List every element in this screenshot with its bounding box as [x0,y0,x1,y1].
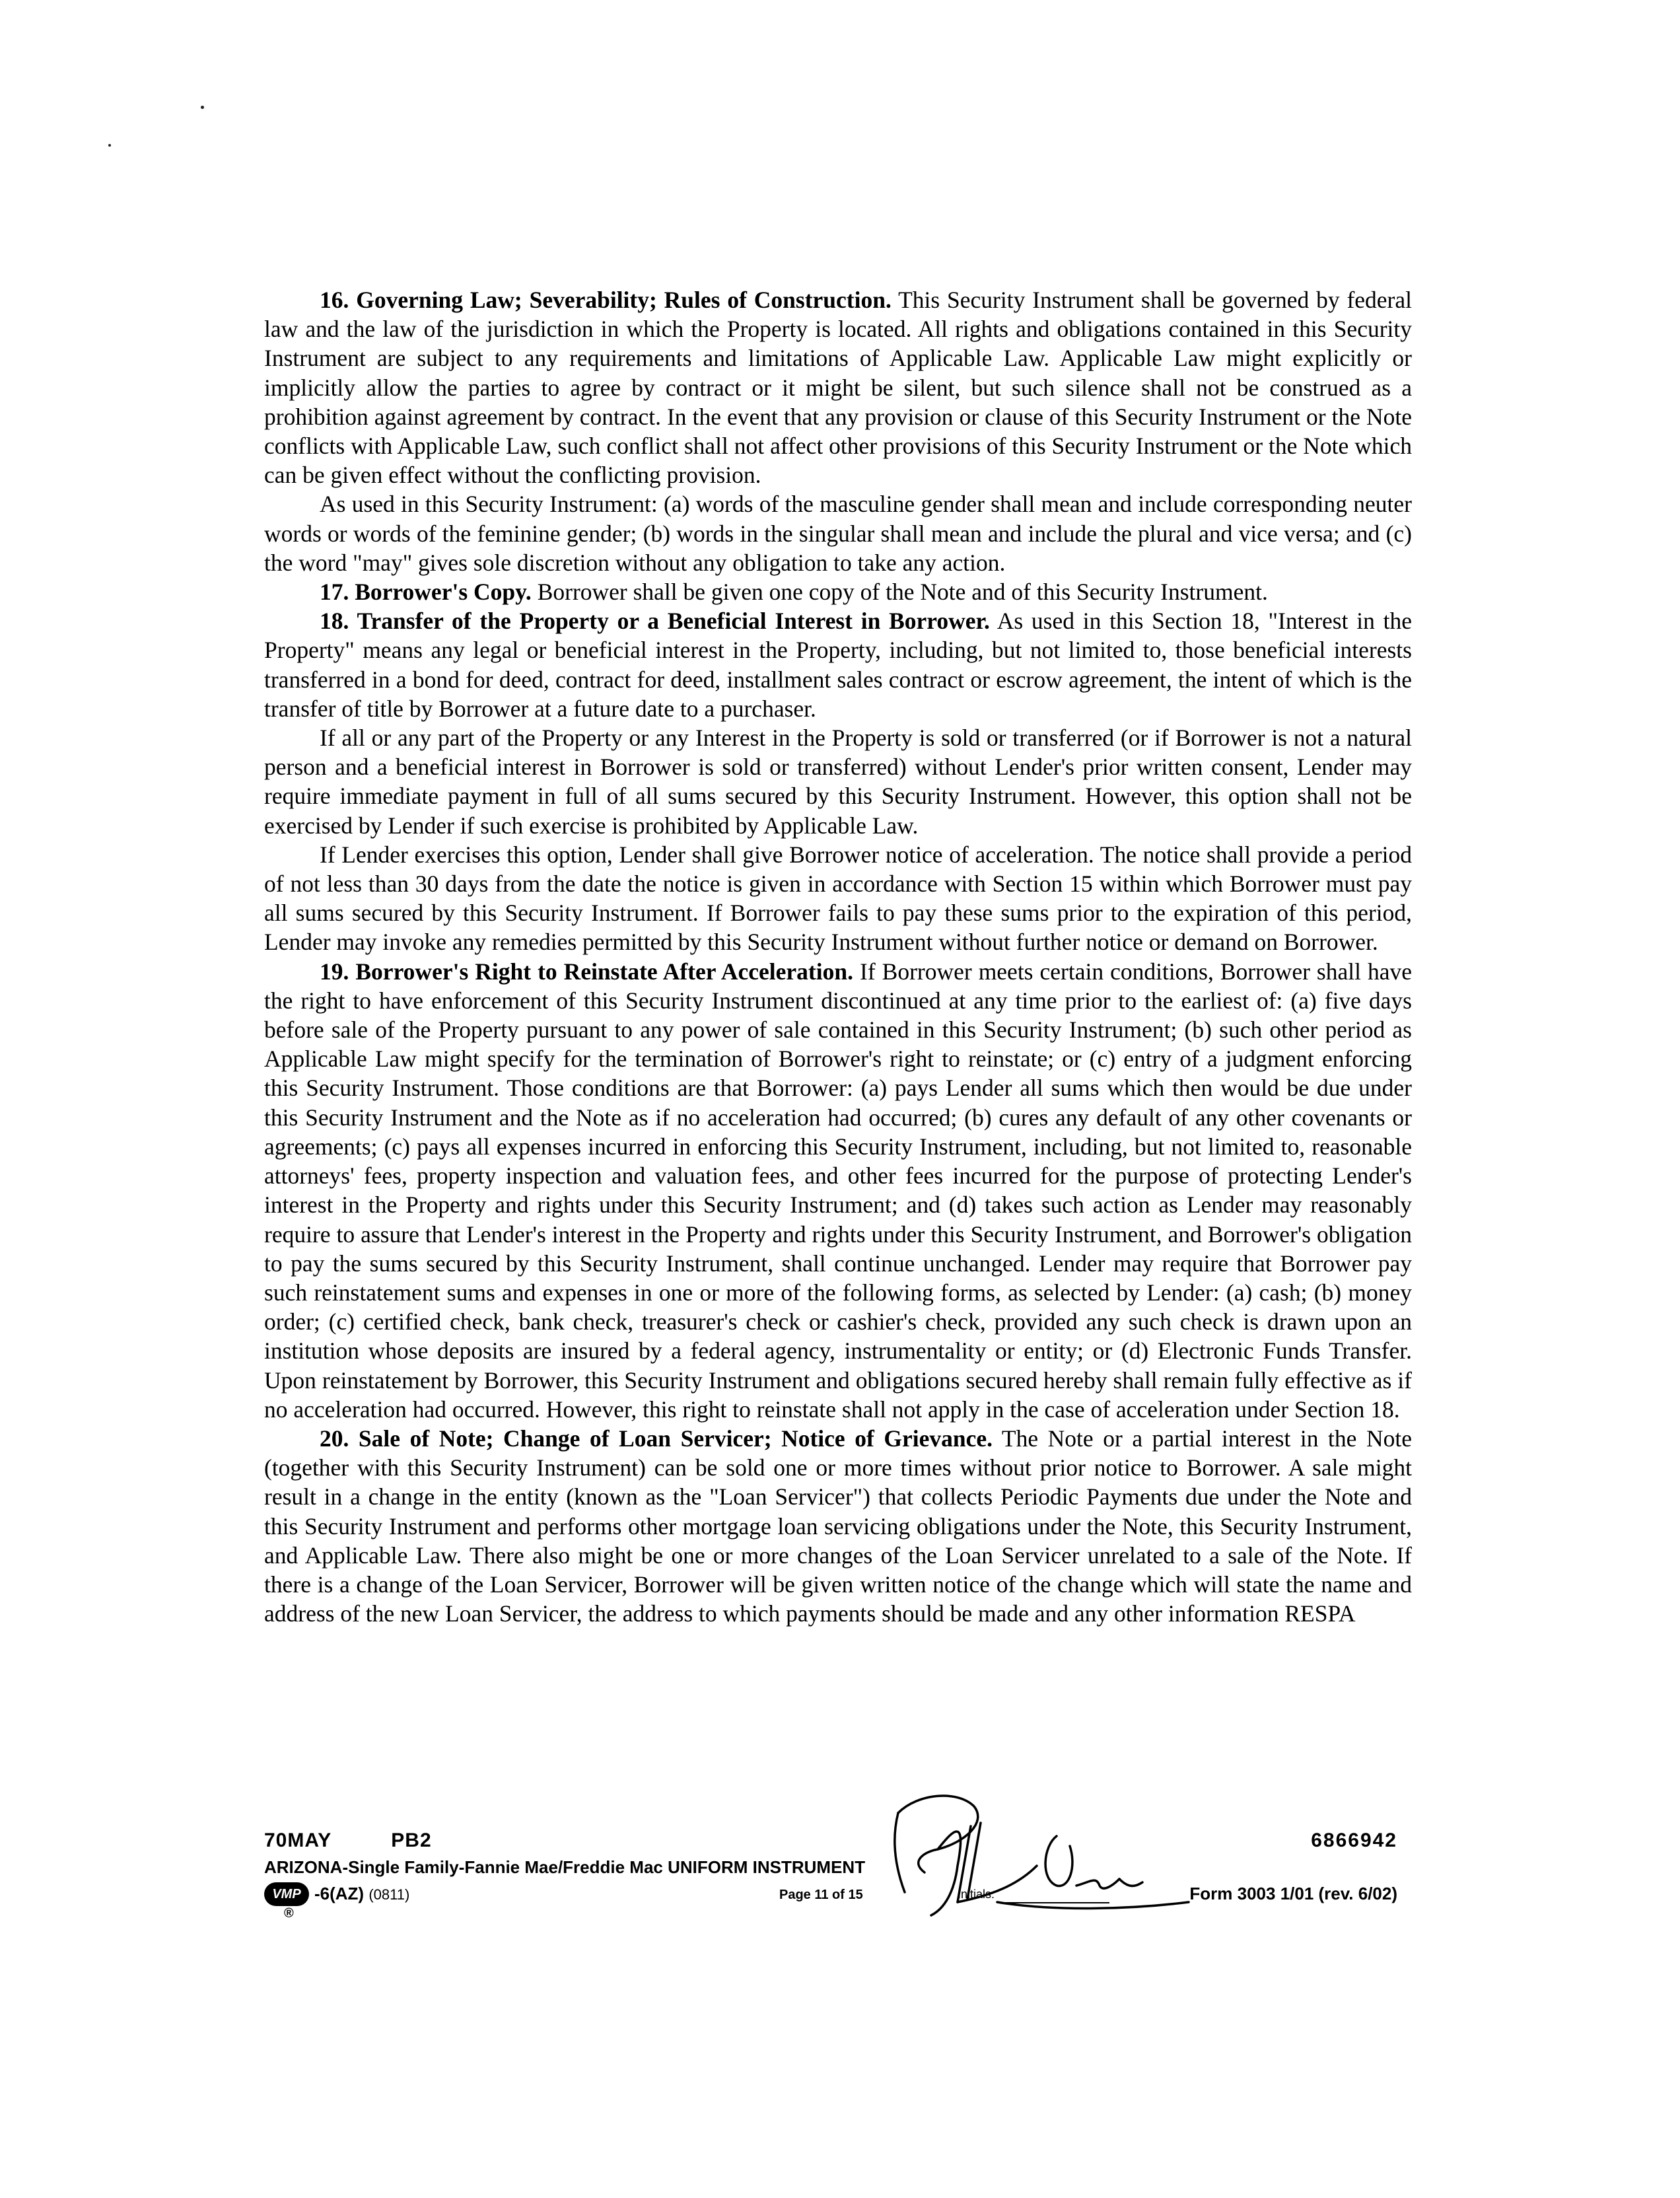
document-body [264,285,1412,1628]
form-code-date: (0811) [368,1886,410,1903]
section-text: As used in this Security Instrument: (a) words of the masculine gender shall mean and include corresponding neuter words or words of the feminine gender; (b) words in the singular shall mean and include the plural and vice versa; and (c) the word "may" gives sole discretion without any obligation to take any action. [264,491,1412,576]
signature-initials [858,1787,1202,1925]
section-heading: 17. Borrower's Copy. [320,579,532,606]
form-title [264,1857,865,1878]
form-code [314,1884,409,1904]
section-paragraph [264,1424,1412,1628]
registered-mark-icon: ® [284,1906,294,1921]
section-paragraph [264,577,1412,606]
section-paragraph [264,957,1412,1424]
section-text: Borrower shall be given one copy of the Note and of this Security Instrument. [531,579,1268,606]
footer-code-mid: PB2 [391,1829,432,1851]
section-paragraph [264,606,1412,723]
form-title-rest: -Single Family-Fannie Mae/Freddie Mac UNIFORM INSTRUMENT [342,1857,866,1877]
section-paragraph [264,489,1412,577]
scan-speck [201,106,204,109]
scan-speck [108,144,111,147]
section-paragraph [264,840,1412,957]
section-heading: 20. Sale of Note; Change of Loan Servicer; Notice of Grievance. [320,1425,993,1452]
section-heading: 19. Borrower's Right to Reinstate After Acceleration. [320,958,853,985]
footer-codes [264,1829,432,1852]
form-code-id: -6(AZ) [314,1884,365,1903]
section-text: This Security Instrument shall be governed by federal law and the law of the jurisdiction in which the Property is located. All rights and obligations contained in this Security Instrument are subject to any requirements and limitations of Applicable Law. Applicable Law might explicitly or implicitly allow the parties to agree by contract or it might be silent, but such silence shall not be construed as a prohibition against agreement by contract. In the event that any provision or clause of this Security Instrument or the Note conflicts with Applicable Law, such conflict shall not affect other provisions of this Security Instrument or the Note which can be given effect without the conflicting provision. [264,287,1412,489]
vmp-logo: VMP [264,1882,309,1906]
initials-label: Initials: [958,1888,995,1901]
page-number: Page 11 of 15 [779,1888,863,1902]
loan-number: 6866942 [1311,1829,1397,1851]
section-text: If Lender exercises this option, Lender shall give Borrower notice of acceleration. The notice shall provide a period of not less than 30 days from the date the notice is given in accordance with Section 15 within which Borrower must pay all sums secured by this Security Instrument. If Borrower fails to pay these sums prior to the expiration of this period, Lender may invoke any remedies permitted by this Security Instrument without further notice or demand on Borrower. [264,841,1412,956]
footer-code-left: 70MAY [264,1829,332,1851]
section-heading: 18. Transfer of the Property or a Beneficial Interest in Borrower. [320,608,990,635]
section-text: If all or any part of the Property or any Interest in the Property is sold or transferred (or if Borrower is not a natural person and a beneficial interest in Borrower is sold or transferred) without Lender's prior written consent, Lender may require immediate payment in full of all sums secured by this Security Instrument. However, this option shall not be exercised by Lender if such exercise is prohibited by Applicable Law. [264,725,1412,839]
form-number: Form 3003 1/01 (rev. 6/02) [1189,1884,1397,1903]
section-text: If Borrower meets certain conditions, Borrower shall have the right to have enforcement of this Security Instrument discontinued at any time prior to the earliest of: (a) five days before sale of the Property pursuant to any power of sale contained in this Security Instrument; (b) such other period as Applicable Law might specify for the termination of Borrower's right to reinstate; or (c) entry of a judgment enforcing this Security Instrument. Those conditions are that Borrower: (a) pays Lender all sums which then would be due under this Security Instrument and the Note as if no acceleration had occurred; (b) cures any default of any other covenants or agreements; (c) pays all expenses incurred in enforcing this Security Instrument, including, but not limited to, reasonable attorneys' fees, property inspection and valuation fees, and other fees incurred for the purpose of protecting Lender's interest in the Property and rights under this Security Instrument; and (d) takes such action as Lender may reasonably require to assure that Lender's interest in the Property and rights under this Security Instrument, and Borrower's obligation to pay the sums secured by this Security Instrument, shall continue unchanged. Lender may require that Borrower pay such reinstatement sums and expenses in one or more of the following forms, as selected by Lender: (a) cash; (b) money order; (c) certified check, bank check, treasurer's check or cashier's check, provided any such check is drawn upon an institution whose deposits are insured by a federal agency, instrumentality or entity; or (d) Electronic Funds Transfer. Upon reinstatement by Borrower, this Security Instrument and obligations secured hereby shall remain fully effective as if no acceleration had occurred. However, this right to reinstate shall not apply in the case of acceleration under Section 18. [264,958,1412,1423]
section-heading: 16. Governing Law; Severability; Rules of Construction. [320,287,892,313]
form-title-state: ARIZONA [264,1857,343,1877]
section-text: As used in this Section 18, "Interest in the Property" means any legal or beneficial interest in the Property, including, but not limited to, those beneficial interests transferred in a bond for deed, contract for deed, installment sales contract or escrow agreement, the intent of which is the transfer of title by Borrower at a future date to a purchaser. [264,608,1412,722]
section-paragraph [264,723,1412,840]
section-paragraph [264,285,1412,489]
section-text: The Note or a partial interest in the Note (together with this Security Instrument) can be sold one or more times without prior notice to Borrower. A sale might result in a change in the entity (known as the "Loan Servicer") that collects Periodic Payments due under the Note and this Security Instrument and performs other mortgage loan servicing obligations under the Note, this Security Instrument, and Applicable Law. There also might be one or more changes of the Loan Servicer unrelated to a sale of the Note. If there is a change of the Loan Servicer, Borrower will be given written notice of the change which will state the name and address of the new Loan Servicer, the address to which payments should be made and any other information RESPA [264,1425,1412,1627]
